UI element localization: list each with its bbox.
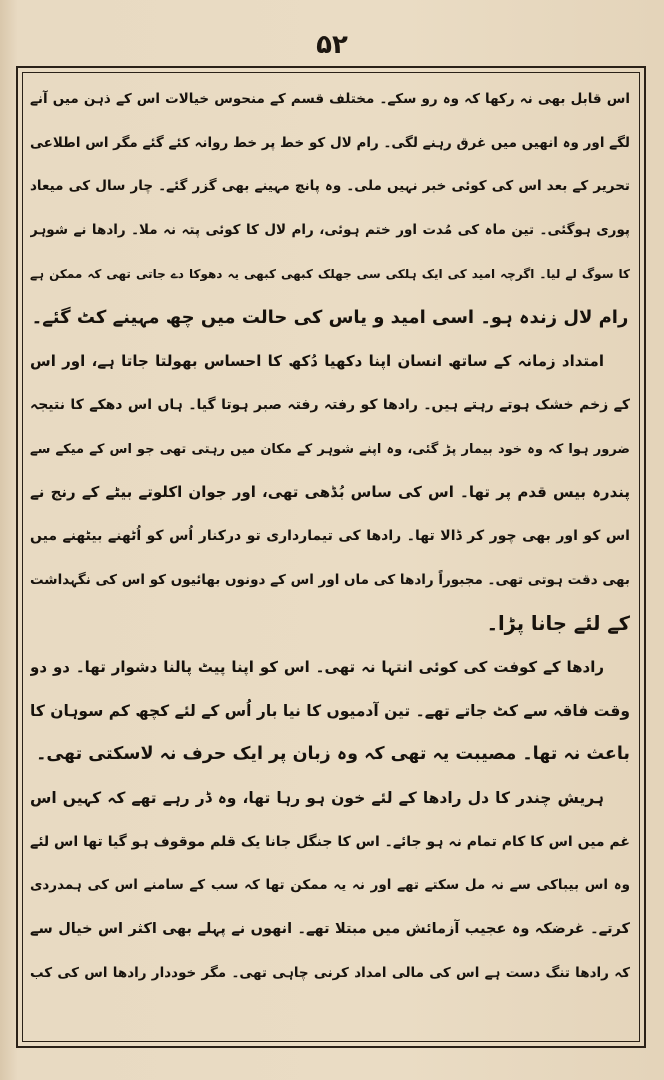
text-line: اس قابل بھی نہ رکھا کہ وہ رو سکے۔ مختلف قسم کے منحوس خیالات اس کے ذہن میں آنے xyxy=(30,91,630,107)
text-line: امتداد زمانہ کے ساتھ انسان اپنا دکھیا دُکھ کا احساس بھولتا جاتا ہے، اور اس xyxy=(30,352,604,371)
text-line: پوری ہوگئی۔ تین ماہ کی مُدت اور ختم ہوئی، رام لال کا کوئی پتہ نہ ملا۔ رادھا نے شوہر xyxy=(30,222,630,239)
text-line: کہ رادھا تنگ دست ہے اس کی مالی امداد کرنی چاہی تھی۔ مگر خوددار رادھا اس کی کب xyxy=(30,964,630,981)
text-line: پندرہ بیس قدم پر تھا۔ اس کی ساس بُڈھی تھی، اور جوان اکلوتے بیٹے کے رنج نے xyxy=(30,483,630,502)
text-line: ضرور ہوا کہ وہ خود بیمار پڑ گئی، وہ اپنے شوہر کے مکان میں رہتی تھی جو اس کے میکے سے xyxy=(30,441,630,457)
text-line: وہ اس بیباکی سے نہ مل سکتے تھے اور نہ یہ ممکن تھا کہ سب کے سامنے اس کی ہمدردی xyxy=(30,877,630,894)
text-line: لگے اور وہ انھیں میں غرق رہنے لگی۔ رام لال کو خط پر خط روانہ کئے گئے مگر اس اطلاعی xyxy=(30,134,630,151)
text-line: بھی دقت ہوتی تھی۔ مجبوراً رادھا کی ماں اور اس کے دونوں بھائیوں کو اس کی نگہداشت xyxy=(30,571,630,588)
text-line: ہریش چندر کا دل رادھا کے لئے خون ہو رہا تھا، وہ ڈر رہے تھے کہ کہیں اس xyxy=(30,789,604,807)
paragraph xyxy=(30,340,630,646)
text-line: غم میں اس کا کام تمام نہ ہو جائے۔ اس کا جنگل جانا یک قلم موقوف ہو گیا تھا اس لئے xyxy=(30,833,630,850)
text-line: کے لئے جانا پڑا۔ xyxy=(486,612,630,636)
text-line: رادھا کے کوفت کی کوئی انتہا نہ تھی۔ اس کو اپنا پیٹ پالنا دشوار تھا۔ دو دو xyxy=(30,657,604,676)
paragraph xyxy=(30,646,630,777)
body-text xyxy=(30,78,630,995)
text-line: کرتے۔ غرضکہ وہ عجیب آزمائش میں مبتلا تھے۔ انھوں نے پہلے بھی اکثر اس خیال سے xyxy=(30,921,630,938)
text-line: باعث نہ تھا۔ مصیبت یہ تھی کہ وہ زبان پر ایک حرف نہ لاسکتی تھی۔ xyxy=(36,744,630,765)
text-line: تحریر کے بعد اس کی کوئی خبر نہیں ملی۔ وہ پانچ مہینے بھی گزر گئے۔ چار سال کی میعاد xyxy=(30,178,630,195)
paragraph xyxy=(30,78,630,340)
text-line: وقت فاقہ سے کٹ جاتے تھے۔ تین آدمیوں کا نیا بار اُس کے لئے کچھ کم سوہان کا xyxy=(30,701,630,720)
paragraph xyxy=(30,777,630,995)
text-line: رام لال زندہ ہو۔ اسی امید و یاس کی حالت میں چھ مہینے کٹ گئے۔ xyxy=(31,307,629,329)
text-line: کا سوگ لے لیا۔ اگرچہ امید کی ایک ہلکی سی جھلک کبھی کبھی یہ دھوکا دے جاتی تھی کہ ممکن ہے xyxy=(30,266,630,281)
text-line: کے زخم خشک ہوتے رہتے ہیں۔ رادھا کو رفتہ رفتہ صبر ہوتا گیا۔ ہاں اس دھکے کا نتیجہ xyxy=(30,396,630,413)
text-line: اس کو اور بھی چور کر ڈالا تھا۔ رادھا کی تیمارداری تو درکنار اُس کو اُٹھنے بیٹھنے میں xyxy=(30,527,630,544)
page-number: ۵۲ xyxy=(316,30,348,60)
